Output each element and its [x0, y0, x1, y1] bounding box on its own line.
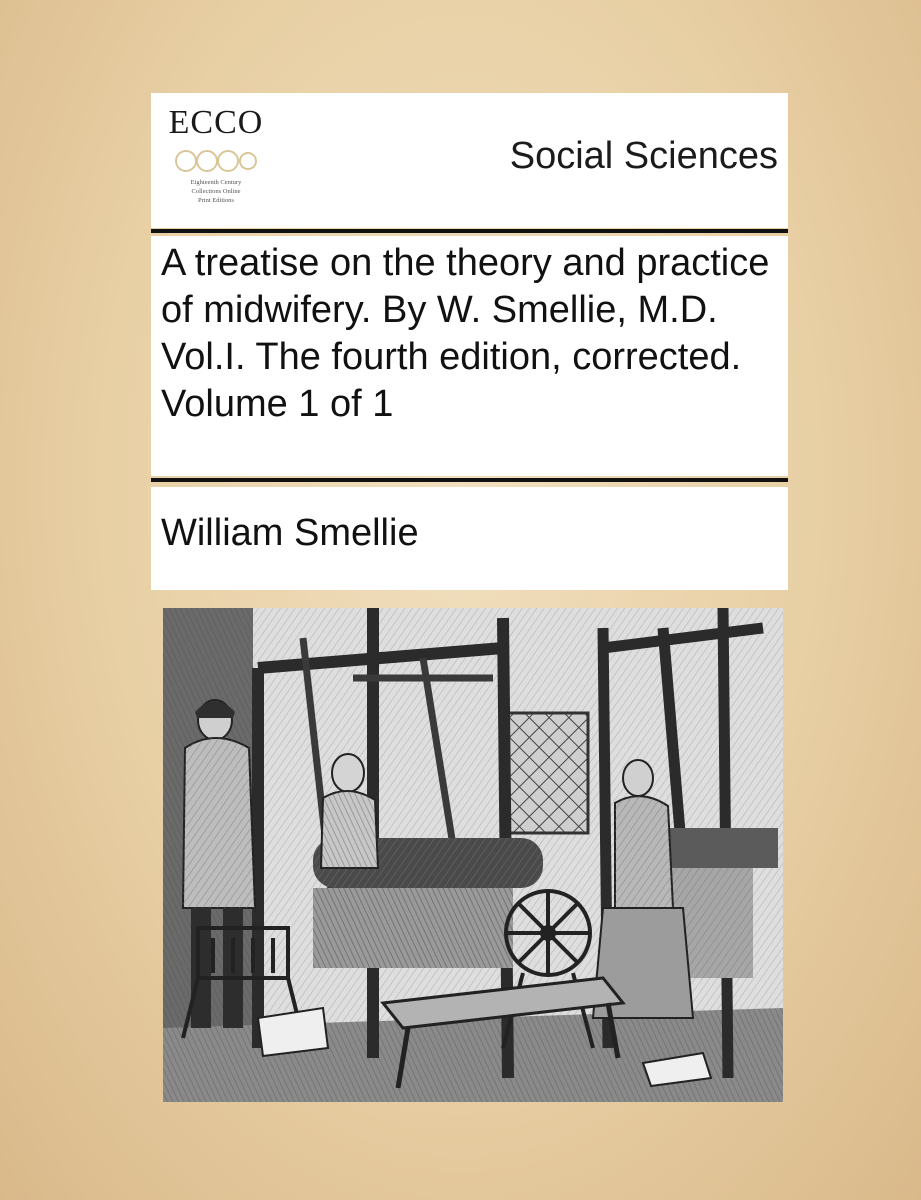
- divider-rule: [151, 229, 788, 233]
- book-title: A treatise on the theory and practice of midwifery. By W. Smellie, M.D. Vol.I. The fourth edition, corrected. Volume 1 of 1: [161, 242, 770, 425]
- series-label: Social Sciences: [509, 135, 778, 177]
- divider-rule: [151, 478, 788, 482]
- logo-caption: [168, 178, 264, 205]
- logo-caption-line: Eighteenth Century: [190, 179, 242, 186]
- weaving-loom-illustration: [163, 608, 783, 1102]
- logo-letters: ECCO: [168, 104, 264, 141]
- logo-emblem-icon: [174, 146, 258, 176]
- ecco-logo: [168, 104, 264, 212]
- logo-caption-line: Print Editions: [198, 197, 234, 204]
- cover-engraving: [163, 608, 783, 1102]
- book-author: William Smellie: [161, 512, 419, 554]
- logo-caption-line: Collections Online: [191, 188, 241, 195]
